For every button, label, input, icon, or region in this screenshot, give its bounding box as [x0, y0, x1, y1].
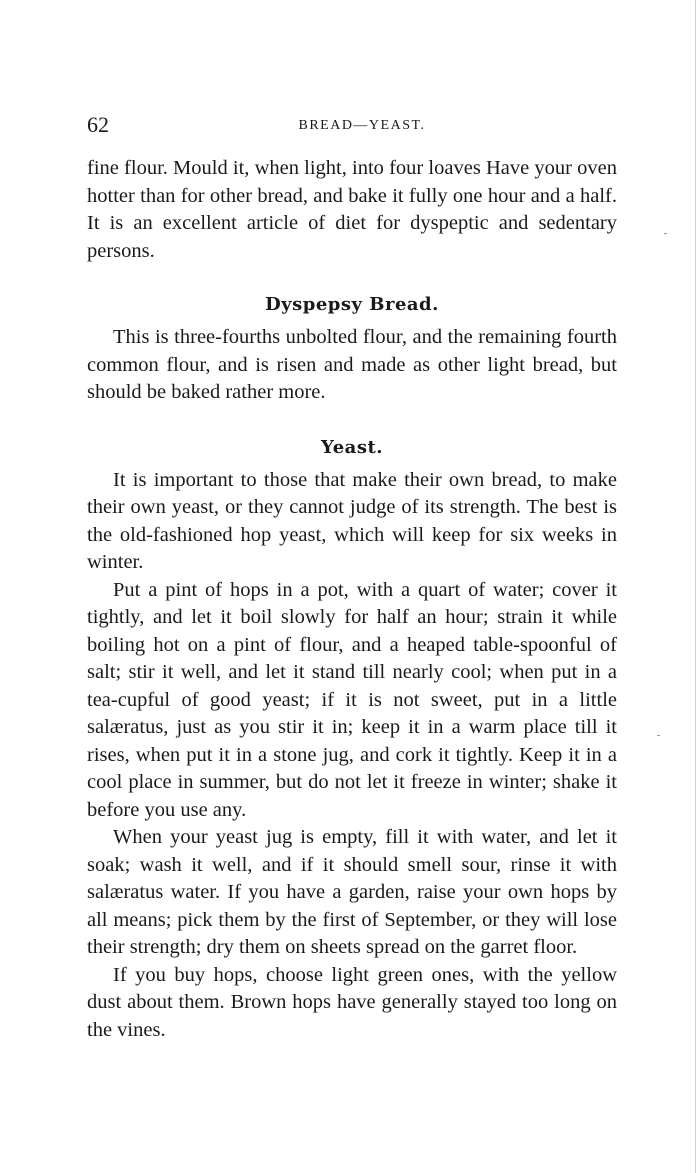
yeast-paragraph-4: If you buy hops, choose light green ones, with the yellow dust about them. Brown hops have generally stayed too long on the vines. [87, 963, 617, 1041]
paper-speck [657, 735, 660, 736]
body-text [87, 155, 617, 1044]
yeast-paragraph-2: Put a pint of hops in a pot, with a quart of water; cover it tightly, and let it boil slowly for half an hour; strain it while boiling hot on a pint of flour, and a heaped table-spoonful of salt; stir it well, and let it stand till nearly cool; when put in a tea-cupful of good yeast; if it is not sweet, put in a little salæratus, just as you stir it in; keep it in a warm place till it rises, when put it in a stone jug, and cork it tightly. Keep it in a cool place in summer, but do not let it freeze in winter; shake it before you use any. [87, 578, 617, 821]
yeast-paragraph-1: It is important to those that make their own bread, to make their own yeast, or they cannot judge of its strength. The best is the old-fashioned hop yeast, which will keep for six weeks in winter. [87, 468, 617, 573]
page-number: 62 [87, 112, 109, 137]
dyspepsy-bread-paragraph: This is three-fourths unbolted flour, and the remaining fourth common flour, and is risen and made as other light bread, but should be baked rather more. [87, 326, 617, 403]
continuation-paragraph: fine flour. Mould it, when light, into four loaves Have your oven hotter than for other bread, and bake it fully one hour and a half. It is an excellent article of diet for dyspeptic and sedentary persons. [87, 157, 617, 262]
running-title: BREAD—YEAST. [298, 118, 426, 133]
section-heading-yeast: Yeast. [320, 436, 384, 458]
yeast-paragraph-3: When your yeast jug is empty, fill it with water, and let it soak; wash it well, and if it should smell sour, rinse it with salæratus water. If you have a garden, raise your own hops by all means; pick them by the first of September, or they will lose their strength; dry them on sheets spread on the garret floor. [87, 826, 617, 958]
paper-speck [664, 233, 667, 234]
section-heading-dyspepsy-bread: Dyspepsy Bread. [265, 294, 439, 315]
running-head [87, 110, 617, 140]
page-edge [695, 0, 696, 1173]
